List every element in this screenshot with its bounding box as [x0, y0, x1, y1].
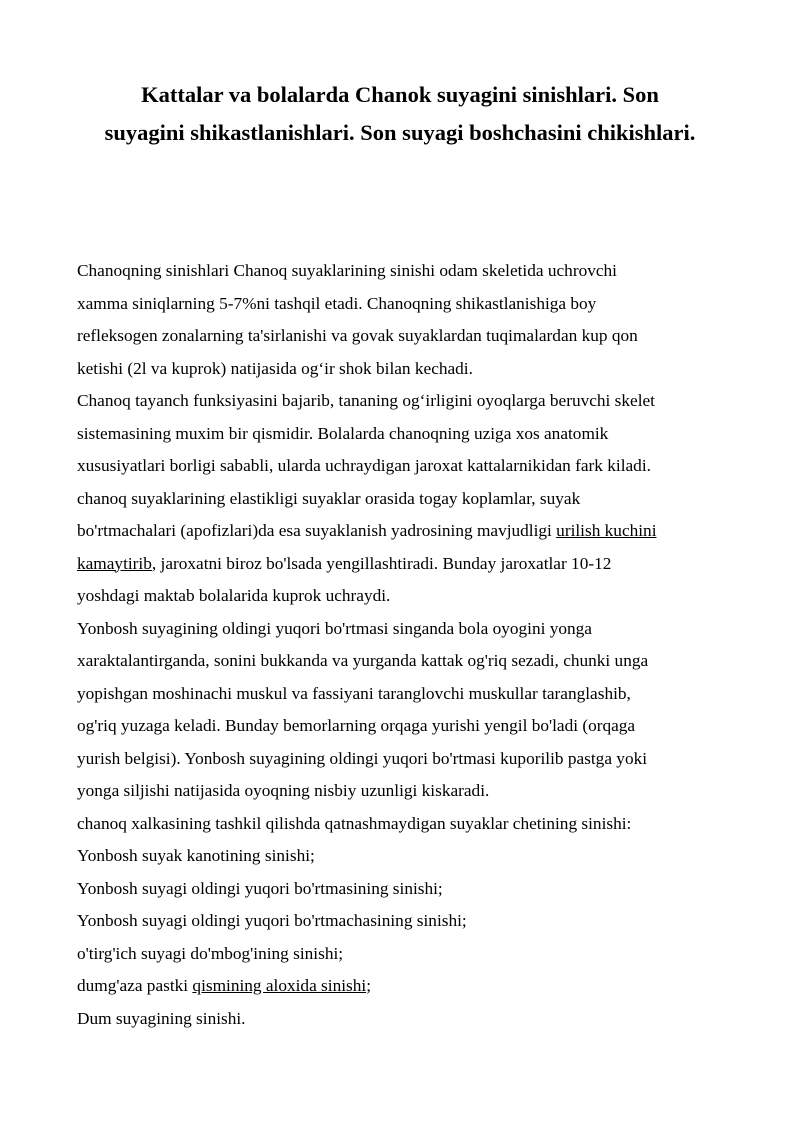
list-line: Yonbosh suyagi oldingi yuqori bo'rtmachasining sinishi; [77, 911, 467, 930]
text-line: Chanoqning sinishlari Chanoq suyaklarining sinishi odam skeletida uchrovchi [77, 261, 617, 280]
text-line: sistemasining muxim bir qismidir. Bolalarda chanoqning uziga xos anatomik [77, 423, 609, 443]
text-line: Yonbosh suyagining oldingi yuqori bo'rtmasi singanda bola oyogini yonga [77, 618, 592, 638]
text-line: chanoq xalkasining tashkil qilishda qatnashmaydigan suyaklar chetining sinishi: [77, 813, 632, 833]
text-line: og'riq yuzaga keladi. Bunday bemorlarning orqaga yurishi yengil bo'ladi (orqaga [77, 716, 636, 735]
title-line-1: Kattalar va bolalarda Chanok suyagini sinishlari. Son [141, 82, 659, 107]
list-line: Yonbosh suyagi oldingi yuqori bo'rtmasining sinishi; [77, 878, 443, 898]
document-title [60, 76, 740, 152]
text-line: yopishgan moshinachi muskul va fassiyani taranglovchi muskullar taranglashib, [77, 683, 631, 703]
text-line-with-link [77, 548, 737, 581]
text-line: ketishi (2l va kuprok) natijasida og‘ir shok bilan kechadi. [77, 358, 473, 378]
text-line: refleksogen zonalarning ta'sirlanishi va govak suyaklardan tuqimalardan kup qon [77, 326, 638, 345]
document-body [77, 255, 737, 1035]
text-segment: , jaroxatni biroz bo'lsada yengillashtiradi. Bunday jaroxatlar 10-12 [151, 553, 612, 573]
list-line: Dum suyagining sinishi. [77, 1008, 246, 1028]
text-line: yonga siljishi natijasida oyoqning nisbiy uzunligi kiskaradi. [77, 781, 490, 800]
text-line: Chanoq tayanch funksiyasini bajarib, tananing og‘irligini oyoqlarga beruvchi skelet [77, 391, 655, 410]
text-line: chanoq suyaklarining elastikligi suyaklar orasida togay koplamlar, suyak [77, 488, 581, 508]
text-line: yurish belgisi). Yonbosh suyagining oldingi yuqori bo'rtmasi kuporilib pastga yoki [77, 748, 648, 768]
text-line: yoshdagi maktab bolalarida kuprok uchraydi. [77, 586, 391, 605]
text-segment: dumg'aza pastki [77, 976, 193, 995]
hyperlink-qismining-aloxida-sinishi[interactable]: qismining aloxida sinishi [192, 976, 367, 995]
hyperlink-kamaytirib[interactable]: kamaytirib [77, 553, 152, 573]
hyperlink-urilish-kuchini[interactable]: urilish kuchini [556, 521, 657, 540]
title-line-2: suyagini shikastlanishlari. Son suyagi boshchasini chikishlari. [104, 120, 696, 145]
text-line-with-link [77, 970, 737, 1003]
list-line: Yonbosh suyak kanotining sinishi; [77, 846, 315, 865]
text-segment: ; [366, 976, 372, 995]
text-line: xususiyatlari borligi sababli, ularda uchraydigan jaroxat kattalarnikidan fark kiladi. [77, 456, 651, 475]
text-line-with-link [77, 515, 737, 548]
text-segment: bo'rtmachalari (apofizlari)da esa suyaklanish yadrosining mavjudligi [77, 521, 557, 540]
text-line: xamma siniqlarning 5-7%ni tashqil etadi. Chanoqning shikastlanishiga boy [77, 293, 597, 313]
list-line: o'tirg'ich suyagi do'mbog'ining sinishi; [77, 943, 344, 963]
text-line: xaraktalantirganda, sonini bukkanda va yurganda kattak og'riq sezadi, chunki unga [77, 651, 649, 670]
